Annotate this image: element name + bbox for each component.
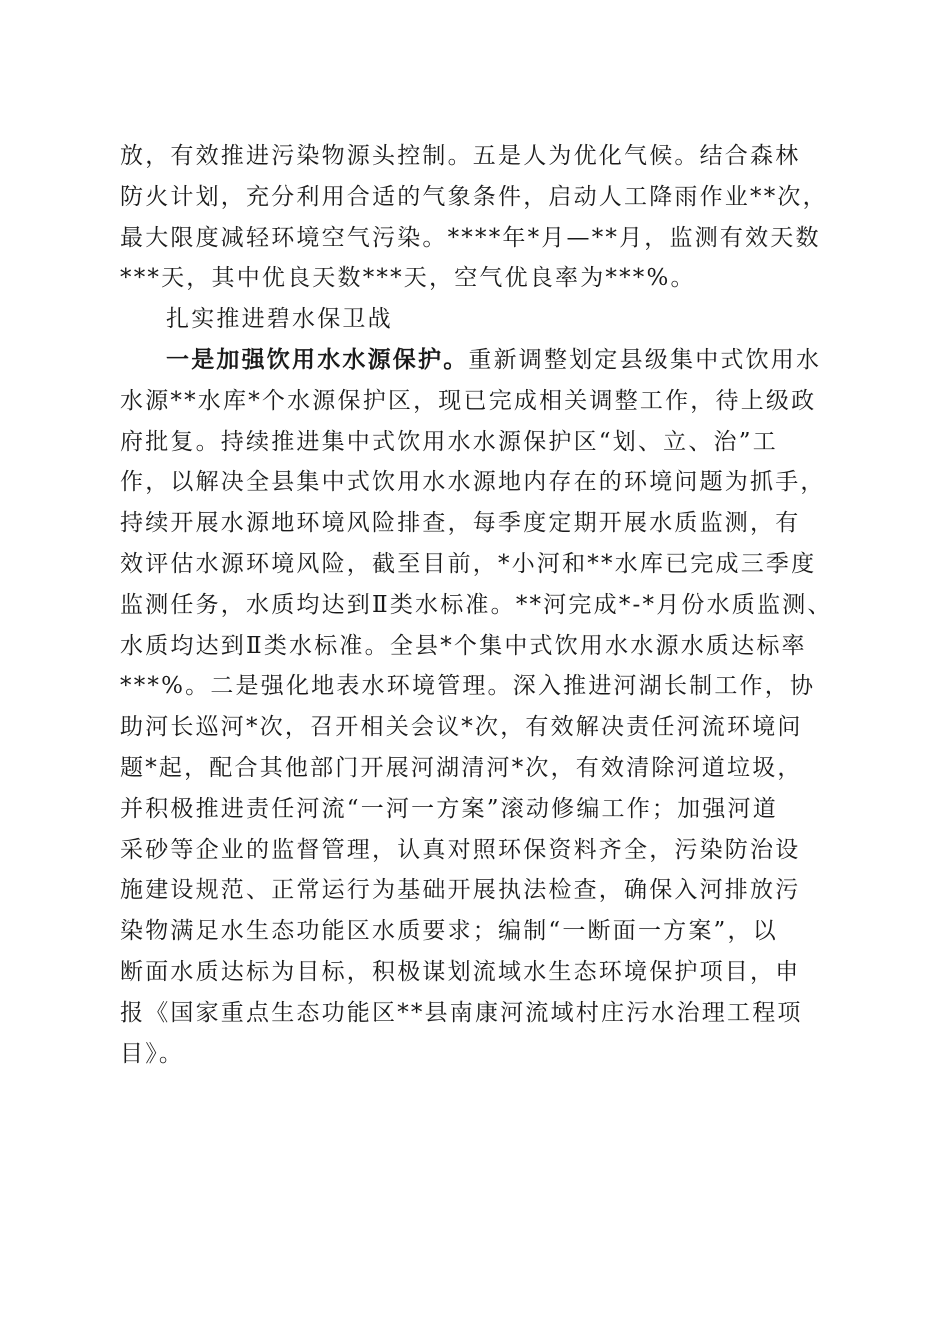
text-line: 染物满足水生态功能区水质要求；编制“一断面一方案”，以 bbox=[120, 918, 778, 945]
text-line: 防火计划，充分利用合适的气象条件，启动人工降雨作业**次， bbox=[120, 183, 828, 210]
text-line: 并积极推进责任河流“一河一方案”滚动修编工作；加强河道 bbox=[120, 795, 778, 822]
text-line: ***%。二是强化地表水环境管理。深入推进河湖长制工作，协 bbox=[120, 673, 816, 700]
text-line: 最大限度减轻环境空气污染。****年*月—**月，监测有效天数 bbox=[120, 224, 821, 251]
paragraph-first-line bbox=[120, 340, 830, 381]
text-line: 目》。 bbox=[120, 1040, 185, 1067]
text-line: 水源**水库*个水源保护区，现已完成相关调整工作，待上级政 bbox=[120, 387, 817, 414]
document-body bbox=[120, 136, 833, 1074]
text-line: 报《国家重点生态功能区**县南康河流域村庄污水治理工程项 bbox=[120, 999, 803, 1026]
text-line: 监测任务，水质均达到Ⅱ类水标准。**河完成*-*月份水质监测、 bbox=[120, 591, 833, 618]
text-line: 施建设规范、正常运行为基础开展执法检查，确保入河排放污 bbox=[120, 877, 801, 904]
text-line: 府批复。持续推进集中式饮用水水源保护区“划、立、治”工 bbox=[120, 428, 778, 455]
lead-line-rest: 重新调整划定县级集中式饮用水 bbox=[468, 346, 822, 373]
text-line: ***天，其中优良天数***天，空气优良率为***%。 bbox=[120, 265, 696, 292]
text-line: 题*起，配合其他部门开展河湖清河*次，有效清除河道垃圾， bbox=[120, 754, 803, 781]
text-line: 效评估水源环境风险，截至目前，*小河和**水库已完成三季度 bbox=[120, 550, 817, 577]
text-line: 作，以解决全县集中式饮用水水源地内存在的环境问题为抓手， bbox=[120, 469, 826, 496]
text-line: 放，有效推进污染物源头控制。五是人为优化气候。结合森林 bbox=[120, 143, 801, 169]
bold-lead-text: 一是加强饮用水水源保护。 bbox=[166, 345, 469, 373]
text-line: 持续开展水源地环境风险排查，每季度定期开展水质监测，有 bbox=[120, 510, 801, 537]
text-line: 断面水质达标为目标，积极谋划流域水生态环境保护项目，申 bbox=[120, 958, 801, 985]
section-heading: 扎实推进碧水保卫战 bbox=[166, 306, 393, 333]
text-line: 水质均达到Ⅱ类水标准。全县*个集中式饮用水水源水质达标率 bbox=[120, 632, 807, 659]
text-line: 采砂等企业的监督管理，认真对照环保资料齐全，污染防治设 bbox=[120, 836, 801, 863]
text-line: 助河长巡河*次，召开相关会议*次，有效解决责任河流环境问 bbox=[120, 714, 803, 741]
